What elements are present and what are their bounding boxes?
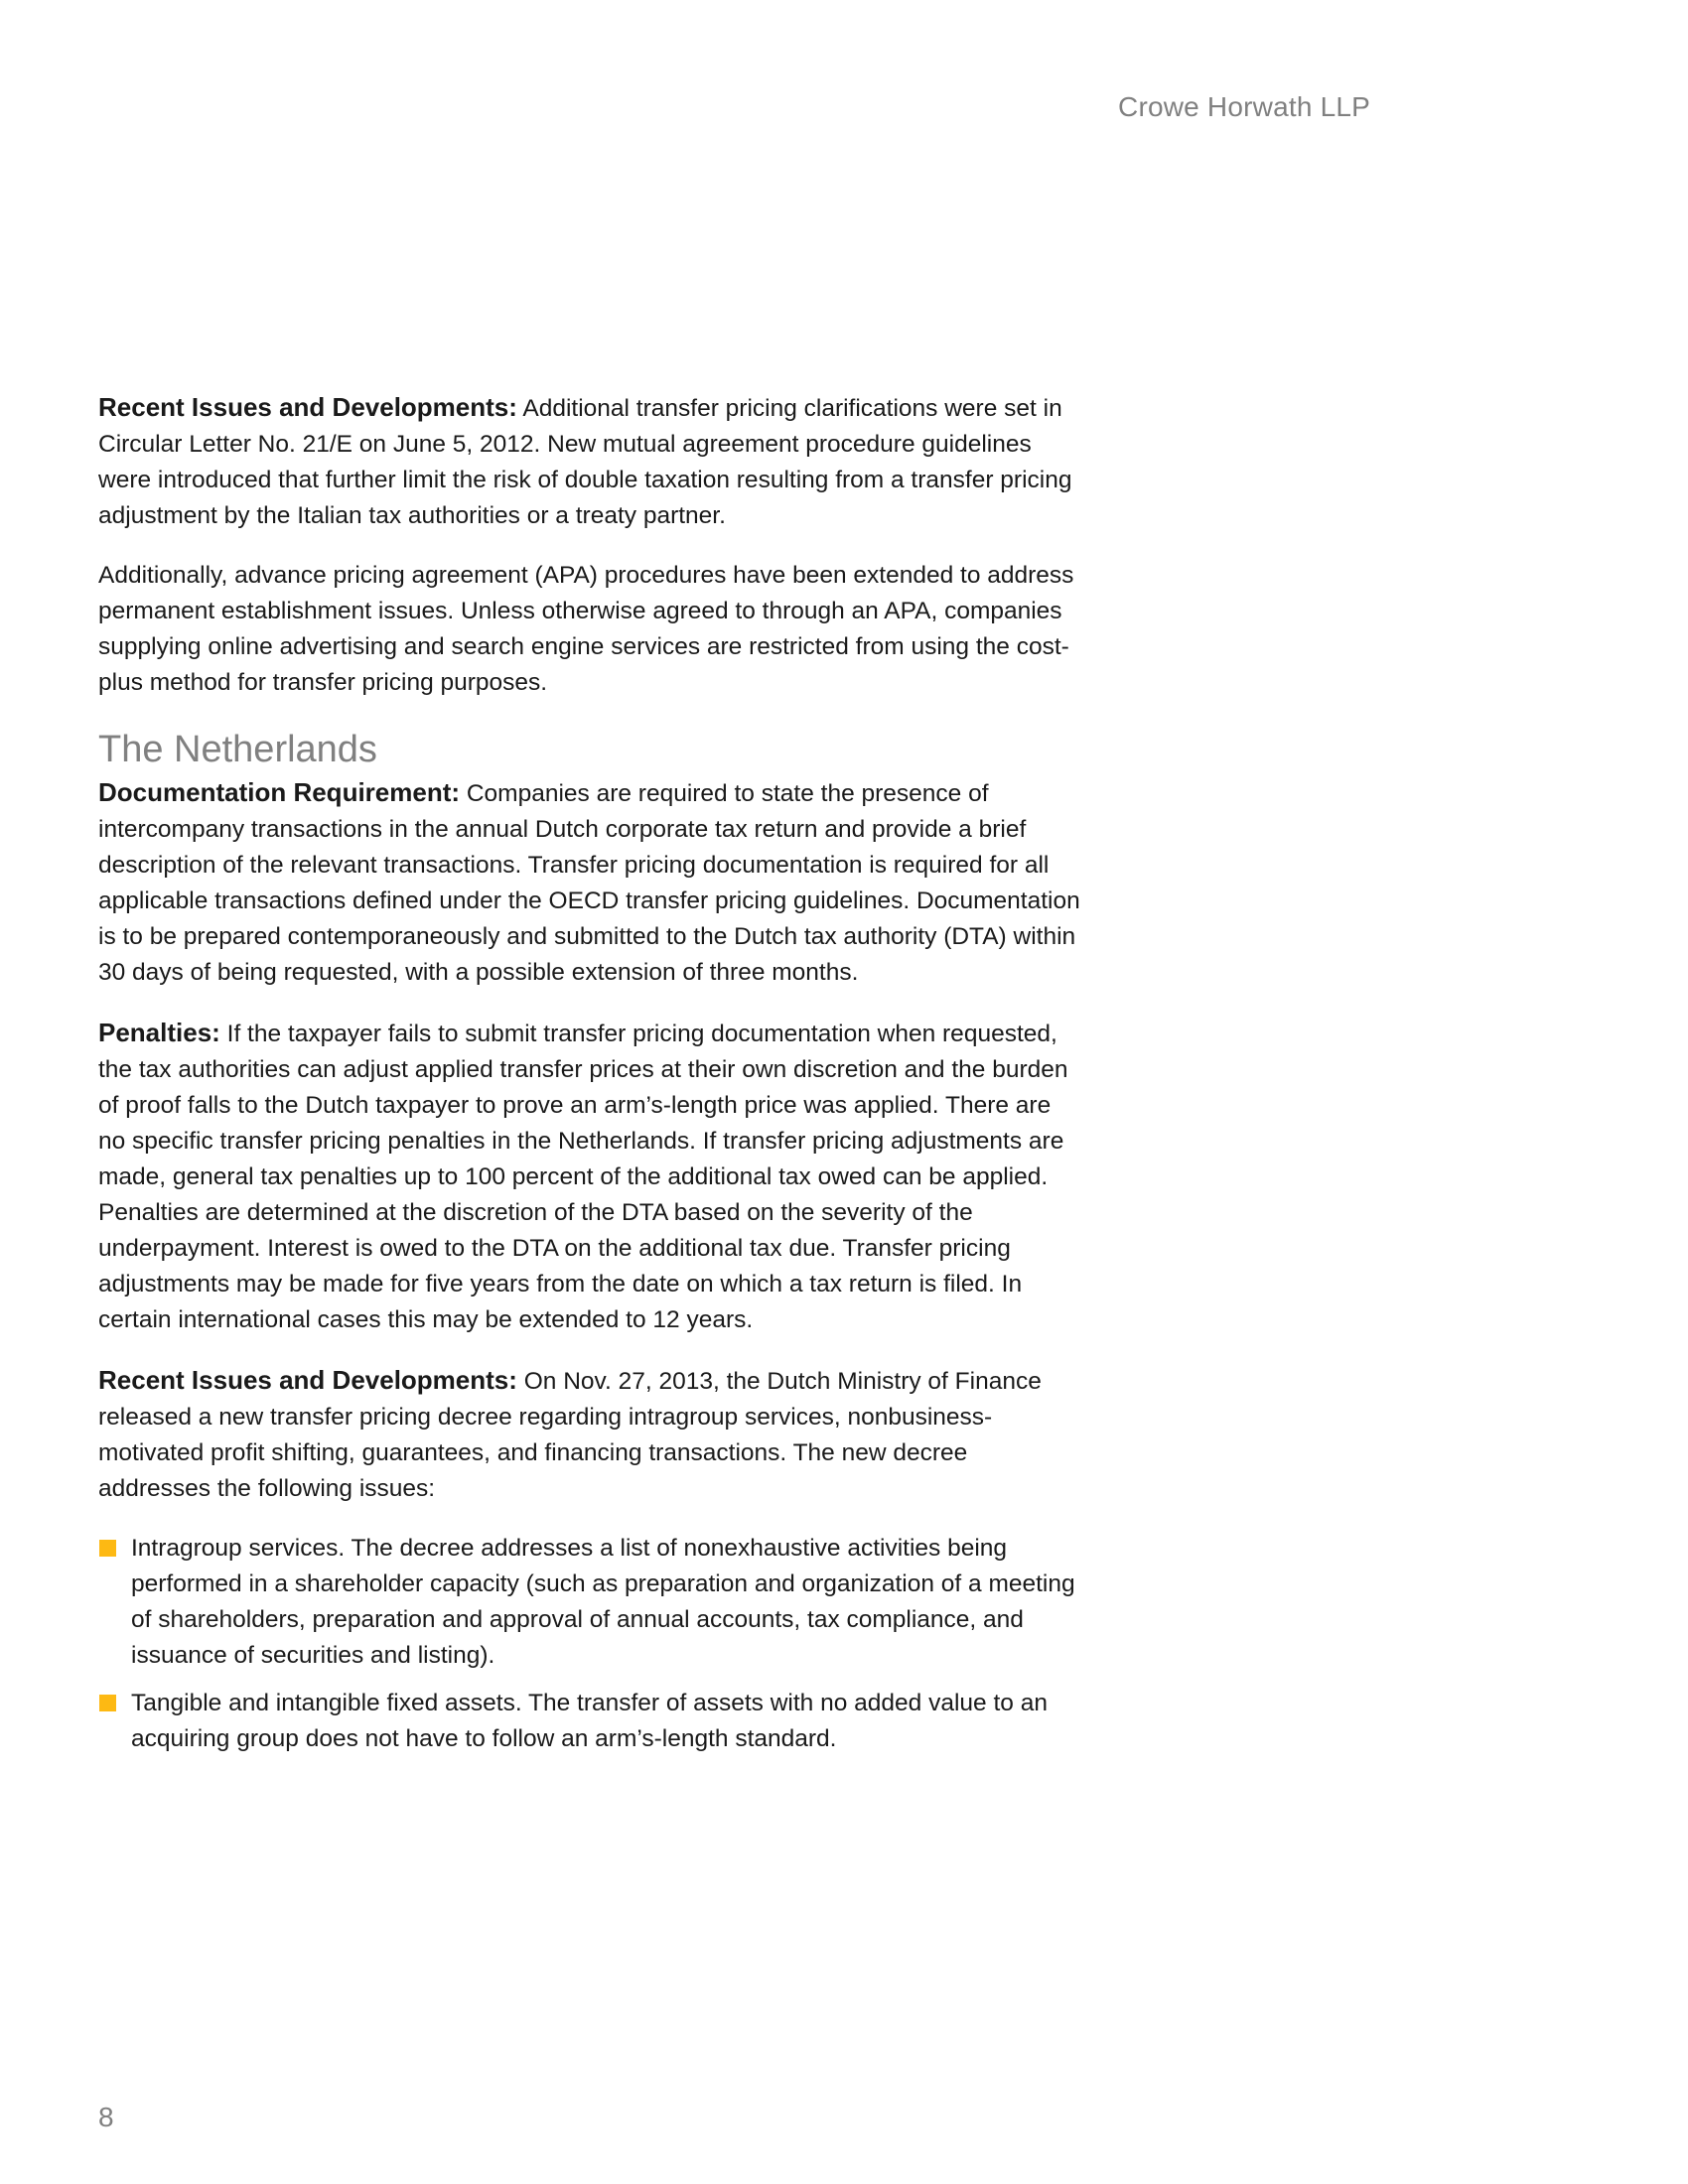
penalties-label: Penalties:: [98, 1018, 220, 1047]
documentation-requirement-text: Companies are required to state the presence of intercompany transactions in the annual Dutch corporate tax return and provide a brief description of the relevant transactions. Transfer pricing documentation is required for all applicable transactions defined under the OECD transfer pricing guidelines. Documentation is to be prepared contemporaneously and submitted to the Dutch tax authority (DTA) within 30 days of being requested, with a possible extension of three months.: [98, 780, 1080, 986]
netherlands-recent-developments-text: On Nov. 27, 2013, the Dutch Ministry of Finance released a new transfer pricing decree regarding intragroup services, nonbusiness-motivated profit shifting, guarantees, and financing transactions. The new decree addresses the following issues:: [98, 1368, 1042, 1502]
section-heading-netherlands: The Netherlands: [98, 729, 377, 770]
list-item-text: Intragroup services. The decree addresses a list of nonexhaustive activities being performed in a shareholder capacity (such as preparation and organization of a meeting of shareholders, preparation and approval of annual accounts, tax compliance, and issuance of securities and listing).: [131, 1535, 1075, 1669]
italy-recent-developments-label: Recent Issues and Developments:: [98, 392, 517, 422]
square-bullet-icon: [99, 1695, 116, 1711]
italy-apa-paragraph: Additionally, advance pricing agreement (APA) procedures have been extended to address permanent establishment issues. Unless otherwise agreed to through an APA, companies supplying online advertising and search engine services are restricted from using the cost-plus method for transfer pricing purposes.: [98, 562, 1074, 696]
documentation-requirement-label: Documentation Requirement:: [98, 777, 461, 807]
netherlands-documentation-paragraph: [98, 774, 1081, 991]
list-item: [98, 1531, 1081, 1674]
italy-recent-developments-text: Additional transfer pricing clarifications were set in Circular Letter No. 21/E on June 5, 2012. New mutual agreement procedure guidelines were introduced that further limit the risk of double taxation resulting from a transfer pricing adjustment by the Italian tax authorities or a treaty partner.: [98, 395, 1072, 529]
netherlands-recent-developments-label: Recent Issues and Developments:: [98, 1365, 517, 1395]
netherlands-penalties-paragraph: [98, 1015, 1081, 1338]
decree-issues-list: [98, 1531, 1081, 1757]
netherlands-recent-developments-paragraph: [98, 1362, 1081, 1507]
list-item-text: Tangible and intangible fixed assets. The transfer of assets with no added value to an acquiring group does not have to follow an arm’s-length standard.: [131, 1690, 1048, 1752]
square-bullet-icon: [99, 1540, 116, 1557]
main-content: [98, 389, 1081, 1769]
firm-name-header: Crowe Horwath LLP: [1118, 91, 1370, 122]
italy-recent-developments-paragraph: [98, 389, 1081, 534]
page-number: 8: [98, 2102, 114, 2132]
list-item: [98, 1686, 1081, 1757]
penalties-text: If the taxpayer fails to submit transfer pricing documentation when requested, the tax authorities can adjust applied transfer prices at their own discretion and the burden of proof falls to the Dutch taxpayer to prove an arm’s-length price was applied. There are no specific transfer pricing penalties in the Netherlands. If transfer pricing adjustments are made, general tax penalties up to 100 percent of the additional tax owed can be applied. Penalties are determined at the discretion of the DTA based on the severity of the underpayment. Interest is owed to the DTA on the additional tax due. Transfer pricing adjustments may be made for five years from the date on which a tax return is filed. In certain international cases this may be extended to 12 years.: [98, 1021, 1068, 1333]
